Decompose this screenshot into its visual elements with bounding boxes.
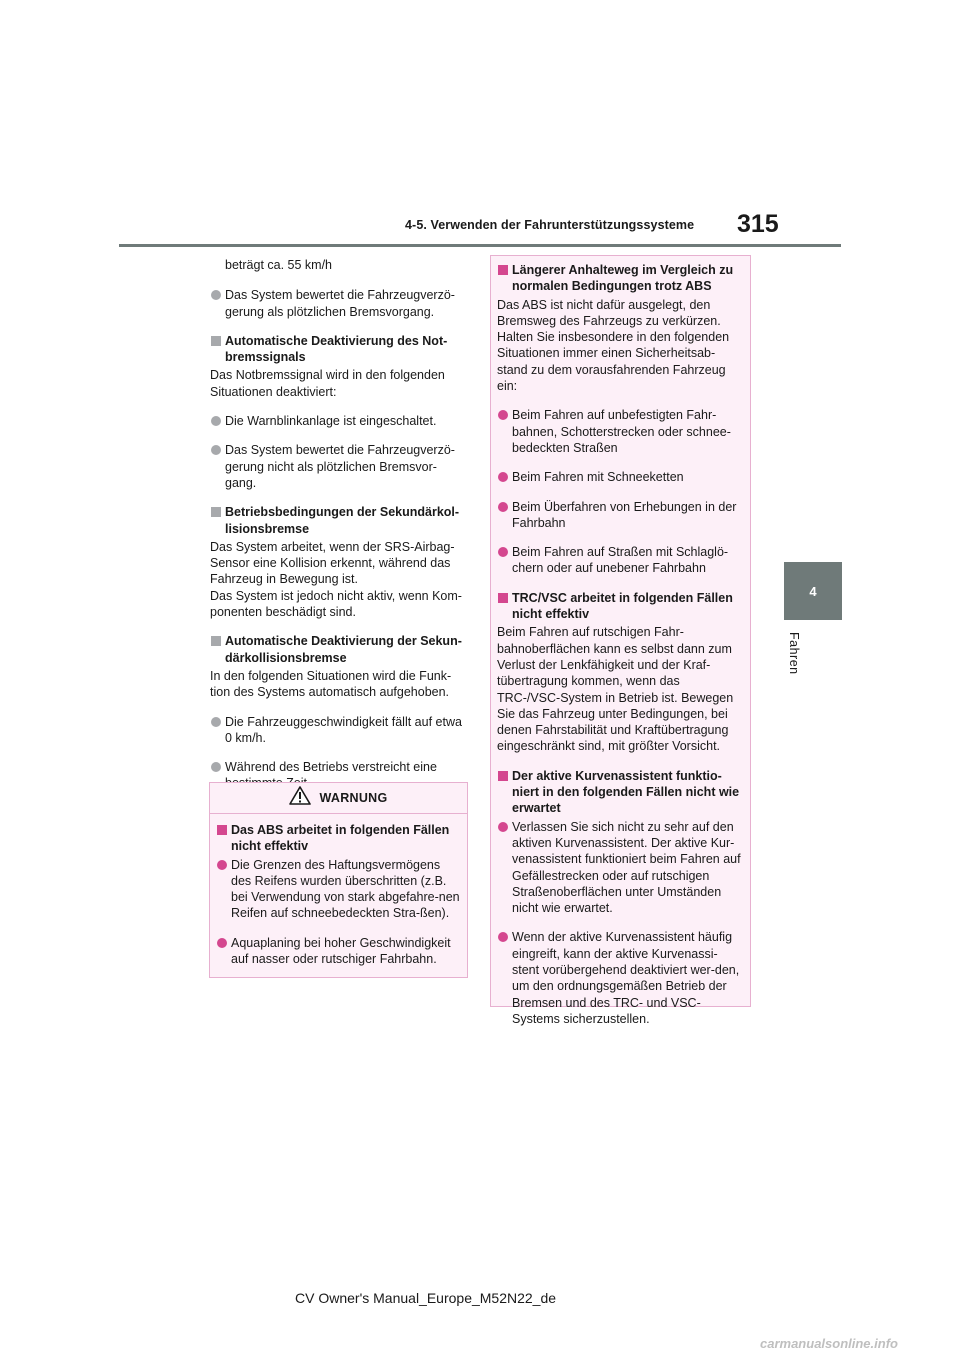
- list-item: Beim Fahren auf unbefestigten Fahr-bahnen, Schotterstrecken oder schnee-bedeckten Straßen: [497, 407, 744, 456]
- box-heading: TRC/VSC arbeitet in folgenden Fällen nicht effektiv: [497, 590, 744, 623]
- warning-body: [210, 814, 467, 967]
- paragraph: Beim Fahren auf rutschigen Fahr-bahnoberflächen kann es selbst dann zum Verlust der Lenkfähigkeit und der Kraf-tübertragung kommen, wenn das TRC-/VSC-System in Betrieb ist. Bewegen Sie das Fahrzeug unter Bedingungen, bei denen Fahrstabilität und Kraftübertragung eingeschränkt sind, mit größter Vorsicht.: [497, 625, 734, 754]
- paragraph: Das System arbeitet, wenn der SRS-Airbag-Sensor eine Kollision erkennt, während das Fahrzeug in Bewegung ist.: [210, 539, 455, 587]
- chapter-label: Fahren: [787, 632, 801, 675]
- list-item: Während des Betriebs verstreicht eine: [210, 759, 468, 792]
- warning-title: WARNUNG: [319, 790, 388, 805]
- warning-header: [210, 783, 467, 814]
- paragraph: Das System ist jedoch nicht aktiv, wenn Kom-ponenten beschädigt sind.: [210, 588, 462, 620]
- list-item: Wenn der aktive Kurvenassistent häufig eingreift, kann der aktive Kurvenassi-stent vorübergehend deaktiviert wer-den, um den ordnungsgemäßen Betrieb der Bremsen und des TRC- und VSC-Systems sicherzustellen.: [497, 929, 744, 1027]
- chapter-tab[interactable]: 4: [784, 562, 842, 620]
- list-item: Beim Fahren mit Schneeketten: [497, 469, 744, 485]
- list-item: Die Fahrzeuggeschwindigkeit fällt auf etwa 0 km/h.: [210, 714, 468, 747]
- left-column: [210, 257, 468, 834]
- section-heading: Betriebsbedingungen der Sekundärkol-lisionsbremse: [210, 504, 468, 537]
- list-item: Verlassen Sie sich nicht zu sehr auf den aktiven Kurvenassistent. Der aktive Kur-venassistent funktioniert beim Fahren auf Gefällestrecken oder auf rutschigen Straßenoberflächen unter Umständen nicht wie erwartet.: [497, 819, 744, 917]
- list-item: Das System bewertet die Fahrzeugverzö-gerung als plötzlichen Bremsvorgang.: [210, 287, 468, 320]
- list-item: Das System bewertet die Fahrzeugverzö-gerung nicht als plötzlichen Bremsvor-gang.: [210, 442, 468, 491]
- watermark: carmanualsonline.info: [760, 1336, 898, 1351]
- section-heading: Automatische Deaktivierung der Sekun-därkollisionsbremse: [210, 633, 468, 666]
- box-heading: Der aktive Kurvenassistent funktio-niert in den folgenden Fällen nicht wie erwartet: [497, 768, 744, 817]
- page-number: 315: [737, 210, 779, 238]
- box-heading: Längerer Anhalteweg im Vergleich zu normalen Bedingungen trotz ABS: [497, 262, 744, 295]
- list-item: Die Grenzen des Haftungsvermögens des Reifens wurden überschritten (z.B. bei Verwendung von stark abgefahre-nen Reifen auf schneebedeckten Stra-ßen).: [216, 857, 461, 922]
- continued-text: beträgt ca. 55 km/h: [225, 258, 333, 272]
- header-rule: [119, 244, 841, 247]
- section-title: 4-5. Verwenden der Fahrunterstützungssysteme: [405, 218, 695, 232]
- footer-text: CV Owner's Manual_Europe_M52N22_de: [295, 1290, 557, 1306]
- paragraph: In den folgenden Situationen wird die Funk-tion des Systems automatisch aufgehoben.: [210, 668, 452, 700]
- list-item: Beim Überfahren von Erhebungen in der Fahrbahn: [497, 499, 744, 532]
- warning-box: [209, 782, 468, 978]
- paragraph: Das ABS ist nicht dafür ausgelegt, den Bremsweg des Fahrzeugs zu verkürzen. Halten Sie insbesondere in den folgenden Situationen immer einen Sicherheitsab-stand zu dem vorausfahrenden Fahrzeug ein:: [497, 297, 730, 394]
- warning-heading: Das ABS arbeitet in folgenden Fällen nicht effektiv: [216, 822, 461, 855]
- paragraph: Das Notbremssignal wird in den folgenden Situationen deaktiviert:: [210, 368, 445, 399]
- warning-triangle-icon: [289, 786, 311, 809]
- list-item: Die Warnblinkanlage ist eingeschaltet.: [210, 413, 468, 429]
- section-heading: Automatische Deaktivierung des Not-bremssignals: [210, 333, 468, 366]
- caution-box: [490, 255, 751, 1026]
- list-item: Aquaplaning bei hoher Geschwindigkeit auf nasser oder rutschiger Fahrbahn.: [216, 935, 461, 968]
- list-item: Beim Fahren auf Straßen mit Schlaglö-chern oder auf unebener Fahrbahn: [497, 544, 744, 577]
